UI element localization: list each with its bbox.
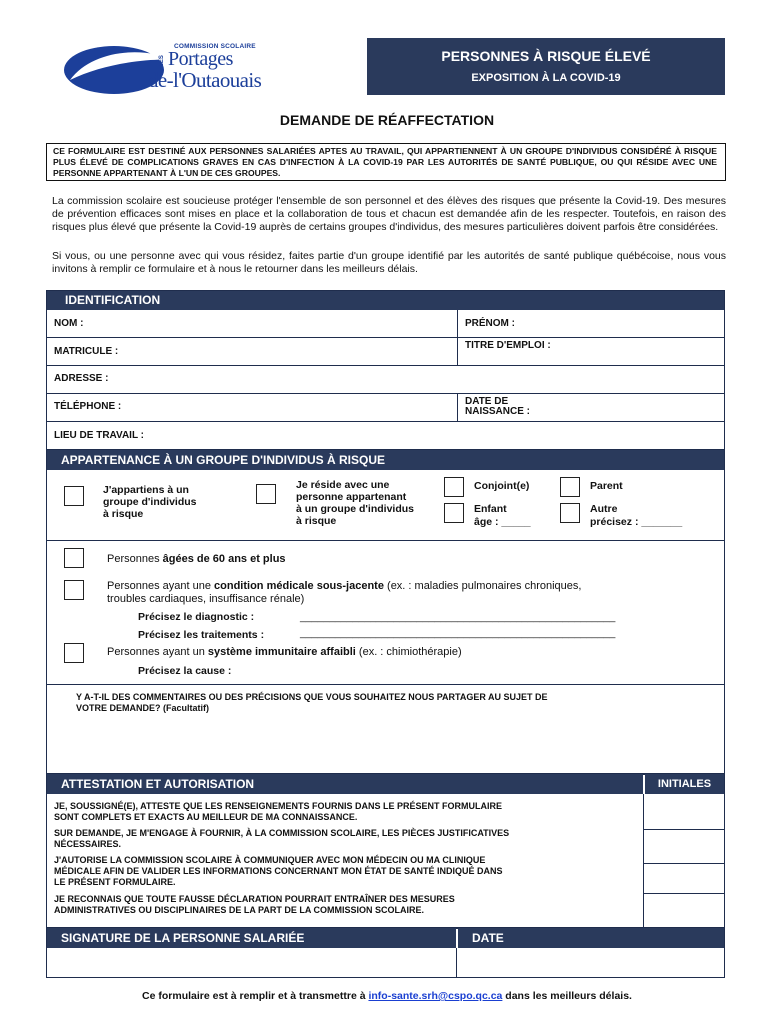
attestation-item-4 [54,894,634,916]
adresse-label: ADRESSE : [54,373,109,384]
initiales-field-4[interactable] [644,894,724,927]
comments-line: VOTRE DEMANDE? (Facultatif) [76,703,210,713]
diagnostic-label: Précisez le diagnostic : [138,611,255,623]
comments-field[interactable] [60,718,710,768]
header-title: PERSONNES À RISQUE ÉLEVÉ [441,48,651,64]
header-subtitle: EXPOSITION À LA COVID-19 [471,72,621,84]
comments-line: Y A-T-IL DES COMMENTAIRES OU DES PRÉCISIONS QUE VOUS SOUHAITEZ NOUS PARTAGER AU SUJET DE [76,692,548,702]
immunitaire-checkbox[interactable] [64,643,84,663]
footer-text-post: dans les meilleurs délais. [502,990,632,1002]
logo-line2: de-l'Outaouais [148,68,262,92]
id-row-line [47,365,724,366]
attestation-header [47,774,643,794]
id-row-line [47,421,724,422]
attestation-item-1 [54,801,634,823]
signature-col-line [456,948,457,978]
comments-question [76,692,548,714]
autre-checkbox[interactable] [560,503,580,523]
enfant-checkbox[interactable] [444,503,464,523]
att-line: ADMINISTRATIVES OU DISCIPLINAIRES DE LA PART DE LA COMMISSION SCOLAIRE. [54,905,425,915]
self-label-line: groupe d'individus [103,496,197,508]
footer-text: Ce formulaire est à remplir et à transmettre à [142,990,369,1002]
att-line: SONT COMPLETS ET EXACTS AU MEILLEUR DE MA CONNAISSANCE. [54,812,358,822]
date-header [458,928,724,948]
initiales-header [645,774,724,794]
signature-header-text: SIGNATURE DE LA PERSONNE SALARIÉE [61,931,305,945]
intro-paragraph-1: La commission scolaire est soucieuse protéger l'ensemble de son personnel et des élèves des risques que présente la Covid-19. Des mesures de prévention efficaces sont mises en place et la collaboration de tous et chacun est demandée afin de les respecter. Toutefois, en raison des risques plus élevé que présente la Covid-19 auprès de certains groupes d'individus, des mesures particulières doivent parfois être considérées. [52,195,726,233]
attestation-item-2 [54,828,634,850]
age-60-checkbox[interactable] [64,548,84,568]
prenom-label: PRÉNOM : [465,318,515,329]
conjoint-checkbox[interactable] [444,477,464,497]
matricule-label: MATRICULE : [54,346,119,357]
header-box [367,38,725,95]
telephone-label: TÉLÉPHONE : [54,401,122,412]
identification-header-text: IDENTIFICATION [65,293,161,307]
att-line: NÉCESSAIRES. [54,839,122,849]
page-title: DEMANDE DE RÉAFFECTATION [279,112,495,128]
id-row-line [47,393,724,394]
initiales-field-3[interactable] [644,864,724,893]
lieu-travail-label: LIEU DE TRAVAIL : [54,430,144,441]
diagnostic-field[interactable]: ______________________________________________________ [300,611,616,623]
logo-small-text: COMMISSION SCOLAIRE [174,43,256,50]
logo-line1: Portages [168,48,233,70]
att-line: LE PRÉSENT FORMULAIRE. [54,877,176,887]
identification-section [46,290,725,450]
att-line: JE, SOUSSIGNÉ(E), ATTESTE QUE LES RENSEIGNEMENTS FOURNIS DANS LE PRÉSENT FORMULAIRE [54,801,503,811]
self-at-risk-label [103,484,197,520]
notice-box [46,143,726,181]
identification-header [47,291,724,310]
att-line: SUR DEMANDE, JE M'ENGAGE À FOURNIR, À LA COMMISSION SCOLAIRE, LES PIÈCES JUSTIFICATIVES [54,828,510,838]
att-line: MÉDICALE AFIN DE VALIDER LES INFORMATIONS CONCERNANT MON ÉTAT DE SANTÉ INDIQUÉ DANS [54,866,503,876]
cond-text: Personnes ayant une [107,580,215,592]
cohab-label-line: personne appartenant [296,491,407,503]
age-60-text: Personnes [107,553,163,565]
parent-label: Parent [590,480,623,492]
risk-group-header-text: APPARTENANCE À UN GROUPE D'INDIVIDUS À RISQUE [61,453,385,467]
footer [0,990,770,1002]
logo-les-text: LES [158,55,165,67]
cohab-label-line: Je réside avec une [296,479,390,491]
initiales-header-text: INITIALES [657,778,712,790]
autre-label: Autre [590,503,618,515]
risk-divider [47,684,724,685]
naissance-label-1: DATE DE [465,396,509,407]
age-60-label [107,553,286,565]
immunitaire-label [107,646,462,658]
intro-paragraph-2: Si vous, ou une personne avec qui vous résidez, faites partie d'un groupe identifié par les autorités de santé publique québécoise, nous vous invitons à remplir ce formulaire et à nous le retourner dans les meilleurs délais. [52,250,726,275]
immun-text-post: (ex. : chimiothérapie) [355,646,462,658]
risk-group-header [47,450,724,470]
attestation-header-text: ATTESTATION ET AUTORISATION [61,777,255,791]
self-at-risk-checkbox[interactable] [64,486,84,506]
att-line: JE RECONNAIS QUE TOUTE FAUSSE DÉCLARATION POURRAIT ENTRAÎNER DES MESURES [54,894,455,904]
self-label-line: à risque [103,508,144,520]
signature-field[interactable] [48,949,455,977]
risk-divider [47,540,724,541]
date-field[interactable] [458,949,723,977]
age-60-bold: âgées de 60 ans et plus [162,553,286,565]
footer-email-link[interactable]: info-sante.srh@cspo.qc.ca [368,990,503,1002]
id-row-line [47,337,724,338]
condition-medicale-label [107,580,581,606]
immun-bold: système immunitaire affaibli [207,646,356,658]
parent-checkbox[interactable] [560,477,580,497]
traitements-label: Précisez les traitements : [138,629,265,641]
signature-header [47,928,456,948]
attestation-item-3 [54,855,634,888]
initiales-field-2[interactable] [644,830,724,863]
cohabitant-checkbox[interactable] [256,484,276,504]
enfant-age-label: âge : _____ [474,516,531,528]
traitements-field[interactable]: ______________________________________________________ [300,627,616,639]
cond-text-post: (ex. : maladies pulmonaires chroniques, [383,580,582,592]
att-line: J'AUTORISE LA COMMISSION SCOLAIRE À COMMUNIQUER AVEC MON MÉDECIN OU MA CLINIQUE [54,855,486,865]
condition-medicale-checkbox[interactable] [64,580,84,600]
id-col-line [457,310,458,365]
naissance-label-2: NAISSANCE : [465,406,531,417]
nom-label: NOM : [54,318,84,329]
immun-text: Personnes ayant un [107,646,208,658]
cond-line2: troubles cardiaques, insuffisance rénale) [107,593,305,605]
titre-emploi-label: TITRE D'EMPLOI : [465,340,551,351]
date-header-text: DATE [472,931,504,945]
conjoint-label: Conjoint(e) [474,480,530,492]
cohab-label-line: à un groupe d'individus [296,503,414,515]
cond-bold: condition médicale sous-jacente [214,580,384,592]
initiales-field-1[interactable] [644,795,724,829]
cause-label: Précisez la cause : [138,665,232,677]
id-col-line [457,393,458,421]
enfant-label: Enfant [474,503,507,515]
notice-text: CE FORMULAIRE EST DESTINÉ AUX PERSONNES SALARIÉES APTES AU TRAVAIL, QUI APPARTIENNENT À UN GROUPE D'INDIVIDUS CONSIDÉRÉ À RISQUE PLUS ÉLEVÉ DE COMPLICATIONS GRAVES EN CAS D'INFECTION À LA COVID-19 PAR LES AUTORITÉS DE SANTÉ PUBLIQUE, OU QUI RÉSIDE AVEC UNE PERSONNE APPARTENANT À L'UN DE CES GROUPES. [53,146,717,178]
cohabitant-label [296,479,414,527]
autre-precisez-label: précisez : _______ [590,516,683,528]
self-label-line: J'appartiens à un [103,484,189,496]
logo [62,40,272,96]
cohab-label-line: à risque [296,515,337,527]
